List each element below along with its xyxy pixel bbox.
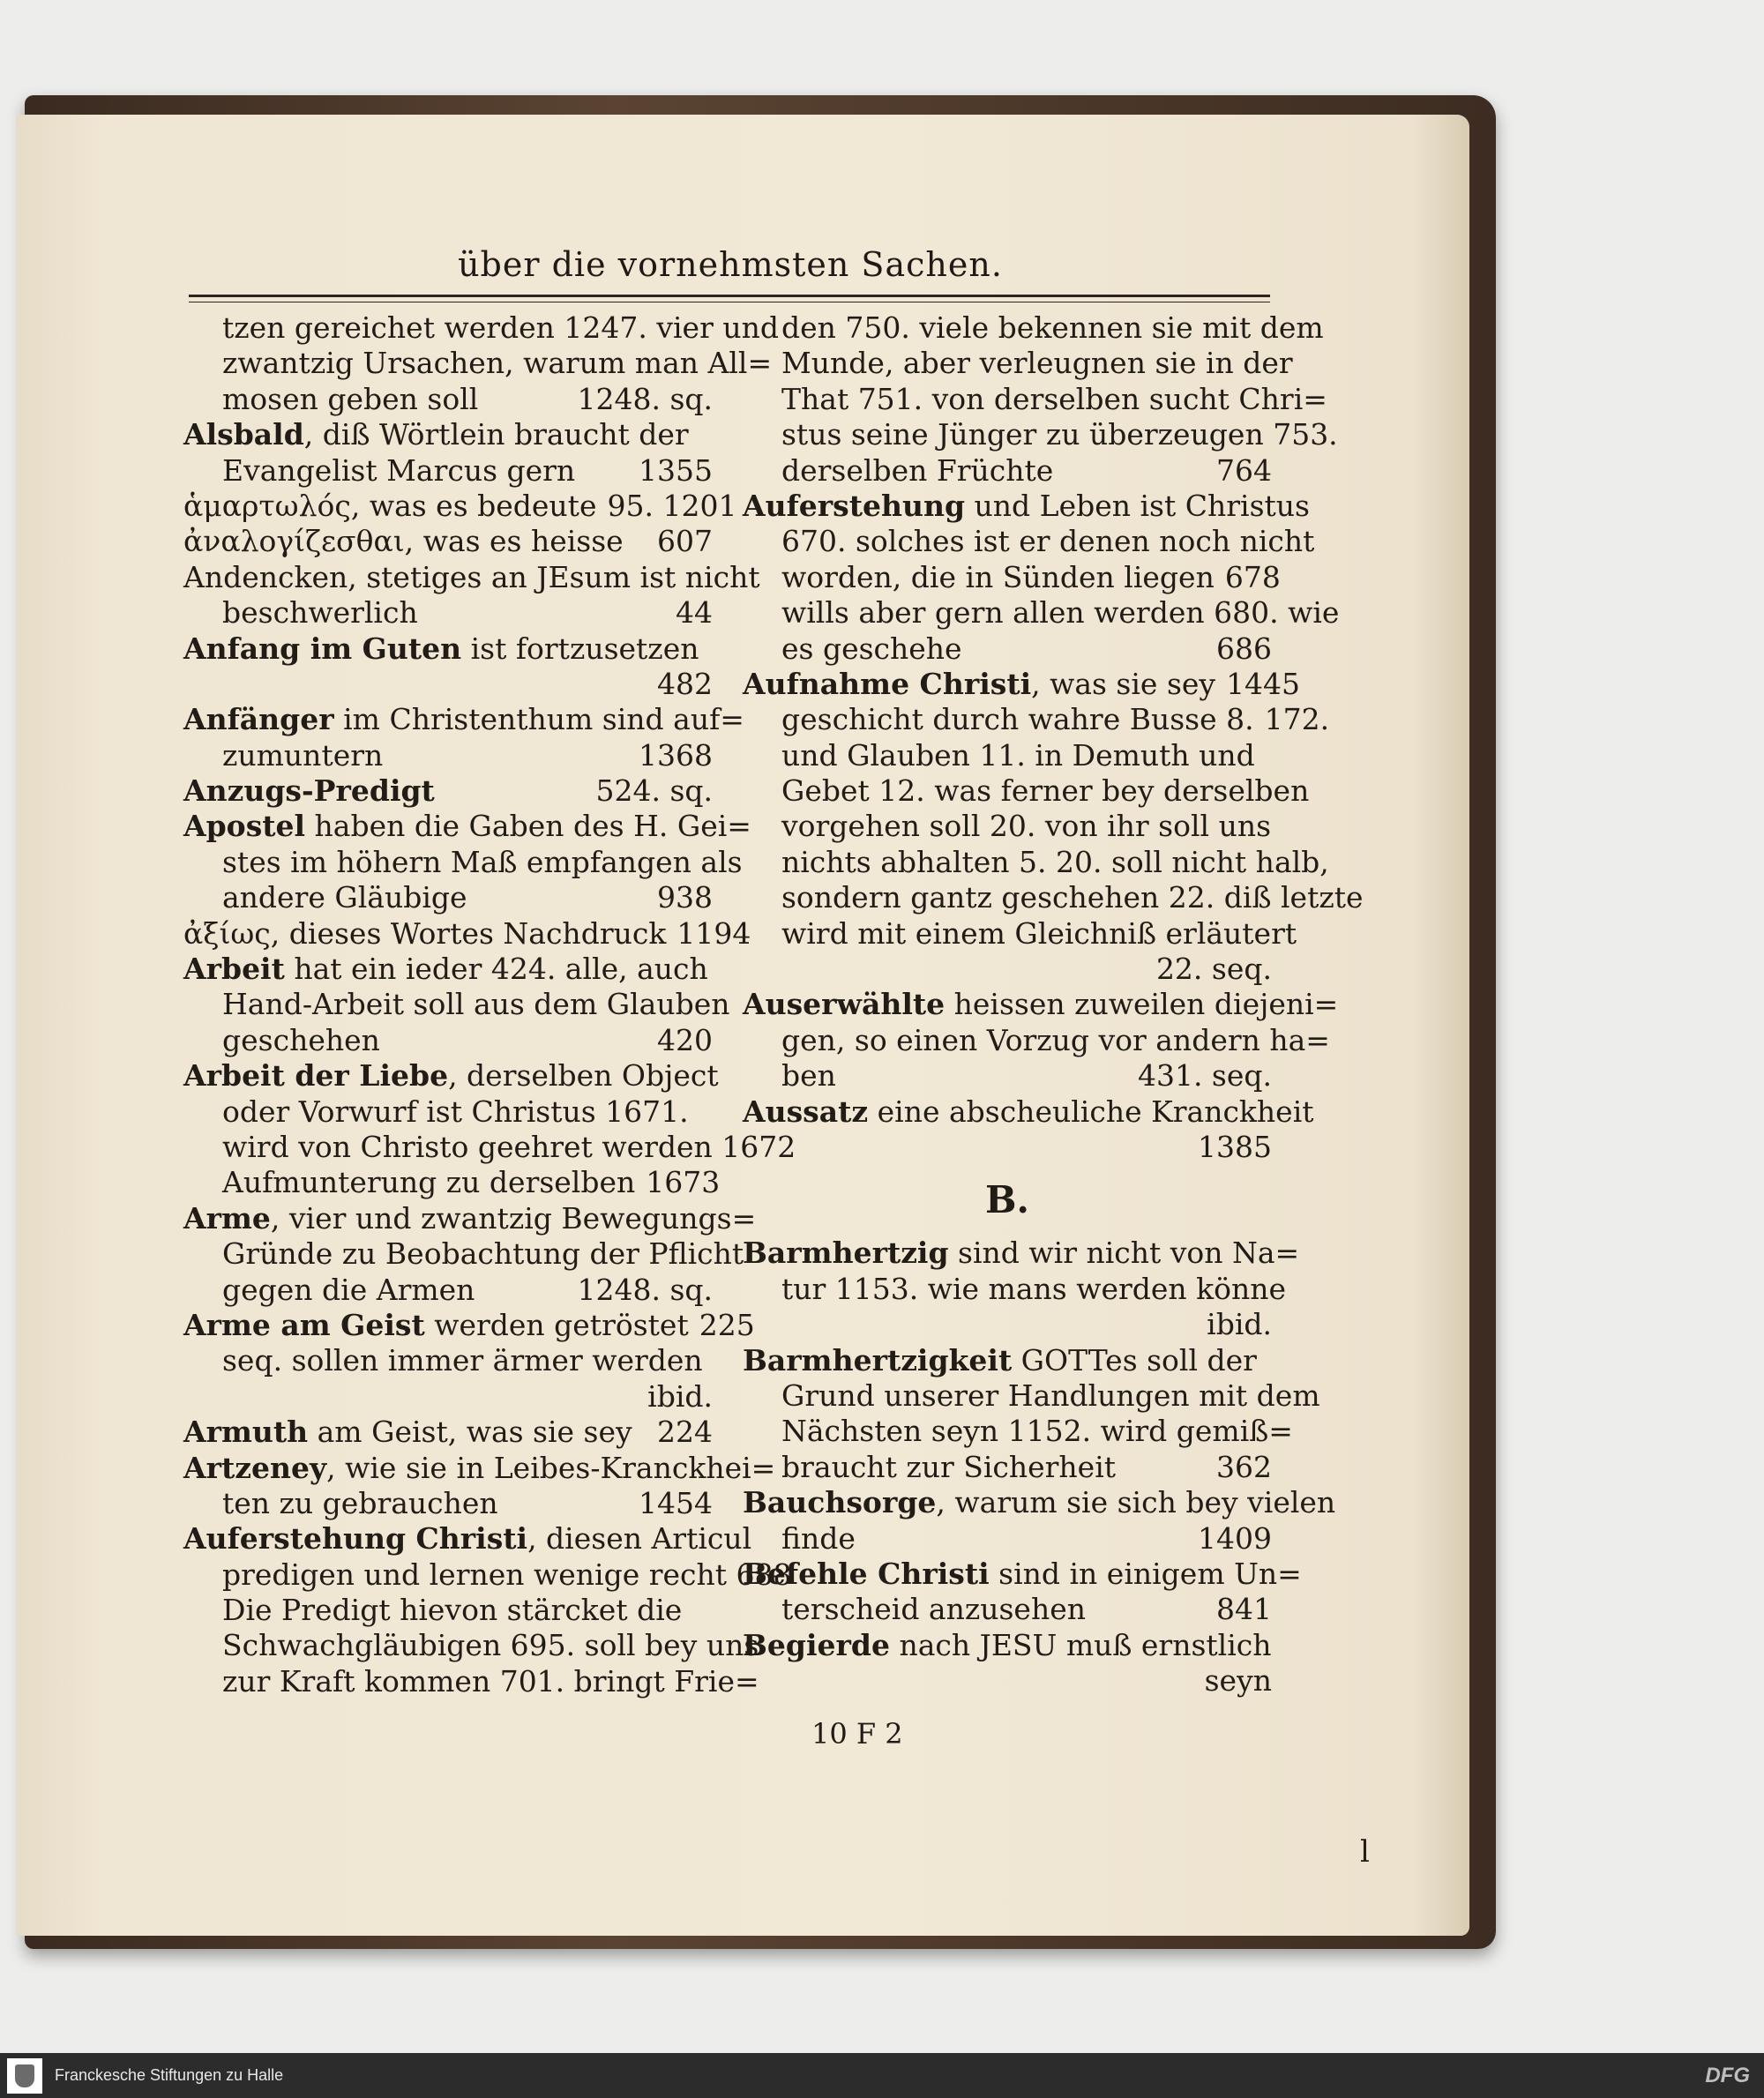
page-reference: 1445	[1226, 666, 1301, 701]
entry-text: tzen gereichet werden 1247. vier und	[222, 310, 779, 345]
index-column-right	[743, 310, 1364, 1699]
entry-text	[743, 1628, 1272, 1663]
entry-text: 670. solches ist er denen noch nicht	[781, 524, 1315, 559]
entry-text	[743, 1485, 1335, 1520]
entry-text-rest: GOTTes soll der	[1012, 1342, 1257, 1378]
index-continuation-line	[183, 1236, 744, 1272]
page-reference: 1409	[1198, 1520, 1272, 1556]
entry-text: Aufmunterung zu derselben	[222, 1165, 636, 1200]
entry-text: ten zu gebrauchen	[222, 1485, 498, 1520]
index-continuation-line	[743, 595, 1340, 631]
entry-text	[183, 809, 751, 844]
index-entry-line	[183, 1415, 713, 1450]
running-head: über die vornehmsten Sachen.	[458, 245, 1003, 284]
index-continuation-line	[743, 844, 1329, 880]
index-entry-line	[183, 559, 760, 595]
index-continuation-line	[743, 346, 1293, 381]
page-reference: ibid.	[1207, 1307, 1272, 1342]
index-entry-line	[743, 1663, 1272, 1699]
index-continuation-line	[183, 1023, 713, 1058]
index-entry-line	[743, 1556, 1302, 1592]
index-continuation-line	[743, 1592, 1272, 1627]
page-reference: 1454	[639, 1485, 713, 1520]
entry-text: tur 1153. wie mans werden könne	[781, 1271, 1287, 1306]
index-continuation-line	[743, 738, 1272, 773]
entry-text-rest: sind wir nicht von Na=	[948, 1236, 1300, 1271]
page-reference: 1355	[639, 452, 713, 488]
entry-text	[183, 1058, 719, 1094]
index-entry-line	[183, 417, 713, 452]
index-entry-line	[743, 1130, 1272, 1165]
index-continuation-line	[183, 1628, 759, 1663]
entry-text: Grund unserer Handlungen mit dem	[781, 1378, 1320, 1413]
index-continuation-line	[183, 1663, 759, 1699]
entry-text: seq. sollen immer ärmer werden	[222, 1343, 703, 1378]
entry-text	[743, 1236, 1299, 1271]
entry-keyword: Arme am Geist	[183, 1307, 425, 1342]
page-reference: 678	[1224, 559, 1281, 594]
entry-keyword: Arbeit der Liebe	[183, 1058, 449, 1094]
entry-text: zur Kraft kommen 701. bringt Frie=	[222, 1663, 759, 1699]
index-continuation-line	[743, 417, 1338, 452]
entry-text-rest: eine abscheuliche Kranckheit	[868, 1094, 1314, 1129]
index-continuation-line	[183, 880, 713, 915]
index-continuation-line	[183, 1273, 713, 1308]
index-continuation-line	[183, 595, 713, 631]
entry-keyword: Armuth	[183, 1415, 309, 1450]
entry-text	[743, 489, 1310, 524]
entry-text	[183, 773, 435, 809]
entry-text	[183, 952, 708, 987]
index-continuation-line	[743, 381, 1327, 417]
entry-text: wird von Christo geehret werden 1672	[222, 1129, 796, 1164]
entry-keyword: Alsbald	[183, 417, 304, 452]
index-entry-line	[183, 488, 737, 524]
index-continuation-line	[743, 702, 1330, 737]
entry-text: terscheid anzusehen	[781, 1592, 1087, 1627]
index-continuation-line	[743, 915, 1297, 952]
index-continuation-line	[743, 524, 1315, 559]
page-reference: 22. seq.	[1155, 952, 1272, 987]
entry-keyword: Barmhertzigkeit	[743, 1342, 1013, 1378]
index-continuation-line	[743, 773, 1310, 809]
index-continuation-line	[183, 1486, 713, 1521]
index-entry-line	[183, 773, 713, 809]
index-continuation-line	[183, 453, 713, 489]
page-reference: 1248. sq.	[577, 381, 713, 416]
entry-keyword: Apostel	[183, 809, 306, 844]
index-entry-line	[183, 667, 713, 702]
entry-text	[183, 631, 699, 667]
entry-text: ben	[781, 1058, 836, 1094]
signature-mark: 10 F 2	[811, 1717, 903, 1751]
entry-keyword: Anfänger	[183, 702, 334, 737]
index-entry-line	[183, 915, 751, 952]
entry-text: wird mit einem Gleichniß erläutert	[781, 915, 1297, 951]
page-reference: 764	[1216, 452, 1272, 488]
entry-text-rest: , wie sie in Leibes-Kranckhei=	[326, 1450, 776, 1485]
dfg-logo: DFG	[1705, 2064, 1750, 2087]
index-continuation-line	[743, 809, 1272, 844]
index-continuation-line	[183, 382, 713, 417]
entry-text: nichts abhalten 5. 20. soll nicht halb,	[781, 844, 1329, 879]
entry-text: geschehen	[222, 1022, 380, 1057]
entry-text: es geschehe	[781, 631, 962, 666]
entry-text: Munde, aber verleugnen sie in der	[781, 346, 1293, 381]
page-reference: 362	[1216, 1449, 1272, 1484]
entry-text: Die Predigt hievon stärcket die	[222, 1593, 683, 1628]
section-letter: B.	[984, 1178, 1030, 1222]
entry-text-rest: , warum sie sich bey vielen	[936, 1485, 1336, 1520]
page-reference: 1385	[1198, 1129, 1272, 1164]
entry-text	[743, 667, 1215, 702]
index-continuation-line	[183, 310, 779, 346]
entry-text: ἀξίως, dieses Wortes Nachdruck	[183, 915, 667, 951]
page-reference: 524. sq.	[595, 773, 713, 809]
index-continuation-line	[743, 1378, 1320, 1414]
entry-text: That 751. von derselben sucht Chri=	[781, 381, 1327, 416]
page-reference: 224	[657, 1415, 713, 1450]
entry-text	[743, 1557, 1302, 1592]
entry-text-rest: ist fortzusetzen	[461, 631, 699, 666]
entry-text: Nächsten seyn 1152. wird gemiß=	[781, 1414, 1293, 1449]
entry-keyword: Arbeit	[183, 952, 285, 987]
entry-text-rest: und Leben ist Christus	[965, 488, 1310, 523]
index-continuation-line	[183, 1593, 713, 1628]
entry-text: und Glauben 11. in Demuth und	[781, 737, 1255, 773]
entry-text: braucht zur Sicherheit	[781, 1449, 1117, 1484]
entry-keyword: Anzugs-Predigt	[183, 773, 435, 809]
entry-text: derselben Früchte	[781, 452, 1054, 488]
page-reference: 95. 1201	[607, 488, 737, 523]
index-continuation-line	[743, 1414, 1293, 1449]
entry-text	[183, 1201, 756, 1236]
entry-text: ἁμαρτωλός, was es bedeute	[183, 488, 597, 523]
page-reference: 1248. sq.	[577, 1272, 713, 1307]
entry-text	[743, 1094, 1314, 1130]
page-reference: 686	[1216, 631, 1272, 666]
entry-text	[183, 417, 689, 452]
entry-text: worden, die in Sünden liegen	[781, 559, 1215, 594]
index-continuation-line	[183, 1343, 713, 1378]
entry-text: zwantzig Ursachen, warum man All=	[222, 346, 773, 381]
entry-text	[183, 1521, 751, 1557]
page-reference: 431. seq.	[1137, 1058, 1272, 1094]
index-continuation-line	[743, 1450, 1272, 1485]
entry-text	[183, 1308, 689, 1343]
institution-name: Franckesche Stiftungen zu Halle	[55, 2066, 284, 2084]
institution-logo-icon	[7, 2058, 42, 2094]
index-entry-line	[743, 1343, 1272, 1378]
entry-text	[743, 1343, 1257, 1378]
entry-text: Evangelist Marcus gern	[222, 452, 576, 488]
page-reference: 420	[657, 1022, 713, 1057]
page-reference: 607	[657, 524, 713, 559]
entry-keyword: Barmhertzig	[743, 1236, 949, 1271]
entry-text: andere Gläubige	[222, 880, 467, 915]
index-entry-line	[743, 1485, 1336, 1520]
entry-text: stus seine Jünger zu überzeugen 753.	[781, 417, 1338, 452]
index-entry-line	[743, 666, 1301, 702]
entry-keyword: Artzeney	[183, 1450, 327, 1485]
entry-keyword: Anfang im Guten	[183, 631, 462, 666]
page-reference: 482	[657, 666, 713, 701]
entry-text: Hand-Arbeit soll aus dem Glauben	[222, 987, 730, 1022]
index-entry-line	[743, 1094, 1314, 1130]
entry-text-rest: , was sie sey	[1031, 666, 1216, 701]
page-reference: 44	[676, 595, 713, 631]
index-entry-line	[743, 488, 1310, 524]
index-entry-line	[743, 1307, 1272, 1342]
index-column-left	[183, 310, 796, 1699]
entry-text: Schwachgläubigen 695. soll bey uns	[222, 1628, 759, 1663]
index-entry-line	[743, 1236, 1300, 1271]
entry-text: sondern gantz geschehen 22. diß letzte	[781, 880, 1364, 915]
entry-text: stes im höhern Maß empfangen als	[222, 844, 743, 879]
entry-text: zumuntern	[222, 737, 384, 773]
page-reference: 172.	[1264, 702, 1330, 737]
viewer-footer	[0, 2053, 1764, 2098]
header-rule	[189, 295, 1270, 302]
entry-text-rest: sind in einigem Un=	[989, 1556, 1302, 1591]
index-entry-line	[743, 987, 1339, 1022]
entry-text: Gründe zu Beobachtung der Pflicht	[222, 1236, 744, 1272]
page-reference: 1673	[646, 1165, 721, 1200]
index-entry-line	[183, 1450, 776, 1486]
entry-text: predigen und lernen wenige recht 688	[222, 1557, 792, 1592]
index-continuation-line	[743, 631, 1272, 667]
entry-keyword: Arme	[183, 1200, 271, 1236]
index-entry-line	[743, 952, 1272, 987]
page-reference: 938	[657, 880, 713, 915]
index-continuation-line	[743, 453, 1272, 489]
entry-text-rest: im Christenthum sind auf=	[333, 702, 744, 737]
index-continuation-line	[743, 1022, 1330, 1058]
page-reference: seyn	[1204, 1663, 1272, 1699]
entry-text-rest: werden getröstet	[424, 1307, 689, 1342]
entry-text: gen, so einen Vorzug vor andern ha=	[781, 1022, 1330, 1057]
index-continuation-line	[183, 1129, 796, 1165]
entry-text: beschwerlich	[222, 595, 418, 631]
index-continuation-line	[183, 346, 773, 381]
page-reference: 841	[1216, 1592, 1272, 1627]
index-continuation-line	[183, 1557, 792, 1593]
index-entry-line	[183, 1521, 752, 1557]
index-entry-line	[183, 631, 713, 667]
entry-text: gegen die Armen	[222, 1272, 475, 1307]
index-continuation-line	[183, 1165, 721, 1200]
index-continuation-line	[743, 1521, 1272, 1557]
entry-text	[743, 987, 1338, 1022]
entry-text-rest: , derselben Object	[448, 1058, 719, 1094]
entry-keyword: Auferstehung	[743, 488, 966, 523]
entry-text: finde	[781, 1520, 856, 1556]
index-continuation-line	[743, 310, 1324, 346]
page-reference: 1194	[676, 915, 751, 951]
entry-text-rest: hat ein ieder 424. alle, auch	[284, 952, 708, 987]
entry-keyword: Auserwählte	[743, 987, 946, 1022]
entry-text: Gebet 12. was ferner bey derselben	[781, 773, 1310, 809]
index-entry-line	[183, 952, 713, 987]
entry-text-rest: , diß Wörtlein braucht der	[303, 417, 689, 452]
entry-text-rest: , diesen Articul	[527, 1521, 752, 1557]
entry-text	[183, 1451, 775, 1486]
index-continuation-line	[183, 844, 743, 880]
entry-text: mosen geben soll	[222, 381, 479, 416]
index-continuation-line	[743, 559, 1281, 595]
entry-text: vorgehen soll 20. von ihr soll uns	[781, 809, 1272, 844]
entry-text: wills aber gern allen werden 680. wie	[781, 595, 1340, 631]
index-continuation-line	[183, 738, 713, 773]
page-reference: 1368	[639, 737, 713, 773]
entry-text-rest: heissen zuweilen diejeni=	[945, 987, 1339, 1022]
index-entry-line	[183, 524, 713, 559]
index-entry-line	[183, 1058, 719, 1094]
index-entry-line	[183, 702, 744, 737]
index-entry-line	[743, 1628, 1272, 1663]
entry-text-rest: , vier und zwantzig Bewegungs=	[270, 1200, 757, 1236]
entry-text	[183, 1415, 632, 1450]
entry-text: oder Vorwurf ist Christus 1671.	[222, 1094, 689, 1129]
entry-keyword: Aufnahme Christi	[743, 666, 1032, 701]
entry-text: Andencken, stetiges an JEsum ist nicht	[183, 559, 760, 594]
margin-mark: l	[1360, 1834, 1370, 1870]
entry-keyword: Auferstehung Christi	[183, 1521, 528, 1557]
entry-text: den 750. viele bekennen sie mit dem	[781, 310, 1324, 345]
entry-text: ἀναλογίζεσθαι, was es heisse	[183, 524, 624, 559]
index-continuation-line	[743, 1058, 1272, 1094]
index-entry-line	[183, 809, 751, 844]
index-continuation-line	[183, 987, 730, 1022]
entry-keyword: Befehle Christi	[743, 1556, 990, 1591]
entry-text-rest: haben die Gaben des H. Gei=	[305, 809, 751, 844]
entry-text	[183, 702, 744, 737]
index-continuation-line	[183, 1094, 713, 1130]
entry-keyword: Begierde	[743, 1627, 890, 1662]
entry-text-rest: nach JESU muß ernstlich	[889, 1627, 1272, 1662]
entry-text: geschicht durch wahre Busse 8.	[781, 702, 1254, 737]
index-continuation-line	[743, 880, 1364, 915]
index-entry-line	[183, 1379, 713, 1415]
entry-keyword: Aussatz	[743, 1094, 869, 1129]
entry-text-rest: am Geist, was sie sey	[308, 1415, 632, 1450]
index-entry-line	[183, 1307, 755, 1343]
page-reference: ibid.	[647, 1378, 713, 1414]
page-reference: 225	[699, 1307, 755, 1342]
index-entry-line	[183, 1200, 757, 1236]
entry-keyword: Bauchsorge	[743, 1485, 937, 1520]
index-continuation-line	[743, 1271, 1287, 1307]
